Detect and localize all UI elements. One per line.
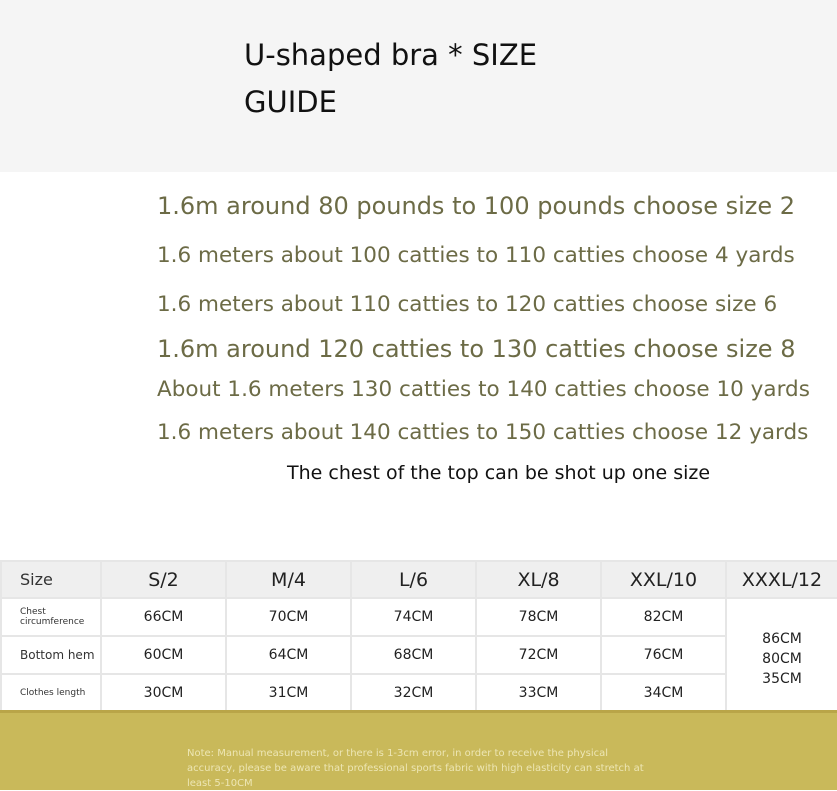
table-row	[1, 636, 837, 674]
table-row	[1, 674, 837, 712]
recommendation: 1.6m around 80 pounds to 100 pounds choose size 2	[157, 192, 796, 220]
header-cell: XL/8	[476, 561, 601, 598]
cell: 72CM	[476, 636, 601, 674]
cell: 31CM	[226, 674, 351, 712]
cell: 74CM	[351, 598, 476, 636]
cell: 70CM	[226, 598, 351, 636]
header-band	[0, 0, 837, 172]
cell: 33CM	[476, 674, 601, 712]
cell: 32CM	[351, 674, 476, 712]
row-label: Bottom hem	[1, 636, 101, 674]
header-cell: Size	[1, 561, 101, 598]
cell: 64CM	[226, 636, 351, 674]
recommendation: 1.6 meters about 110 catties to 120 catties choose size 6	[157, 292, 778, 317]
header-cell: S/2	[101, 561, 226, 598]
cell: 86CM	[762, 631, 802, 647]
cell: 30CM	[101, 674, 226, 712]
recommendation: About 1.6 meters 130 catties to 140 catties choose 10 yards	[157, 377, 810, 402]
cell: 66CM	[101, 598, 226, 636]
header-cell: M/4	[226, 561, 351, 598]
page-title: U-shaped bra * SIZE GUIDE	[244, 38, 538, 119]
size-tip: The chest of the top can be shot up one size	[287, 462, 711, 484]
row-label: Chest circumference	[1, 598, 101, 636]
cell: 35CM	[762, 671, 802, 687]
cell: 60CM	[101, 636, 226, 674]
header-cell: L/6	[351, 561, 476, 598]
row-label: Clothes length	[1, 674, 101, 712]
recommendation: 1.6 meters about 100 catties to 110 catties choose 4 yards	[157, 243, 795, 268]
cell: 34CM	[601, 674, 726, 712]
cell: 80CM	[762, 651, 802, 667]
recommendation: 1.6m around 120 catties to 130 catties choose size 8	[157, 335, 796, 363]
cell: 78CM	[476, 598, 601, 636]
table-header-row	[1, 561, 837, 598]
table-row	[1, 598, 837, 636]
size-table	[0, 560, 837, 713]
footer-band	[0, 710, 837, 790]
header-cell: XXXL/12	[726, 561, 837, 598]
cell: 82CM	[601, 598, 726, 636]
header-cell: XXL/10	[601, 561, 726, 598]
cell: 68CM	[351, 636, 476, 674]
recommendation: 1.6 meters about 140 catties to 150 catties choose 12 yards	[157, 420, 809, 445]
measurement-note: Note: Manual measurement, or there is 1-3cm error, in order to receive the physical accuracy, please be aware that professional sports fabric with high elasticity can stretch at least 5-10CM	[187, 748, 644, 789]
cell: 76CM	[601, 636, 726, 674]
xxxl-merged-cell	[726, 598, 837, 712]
